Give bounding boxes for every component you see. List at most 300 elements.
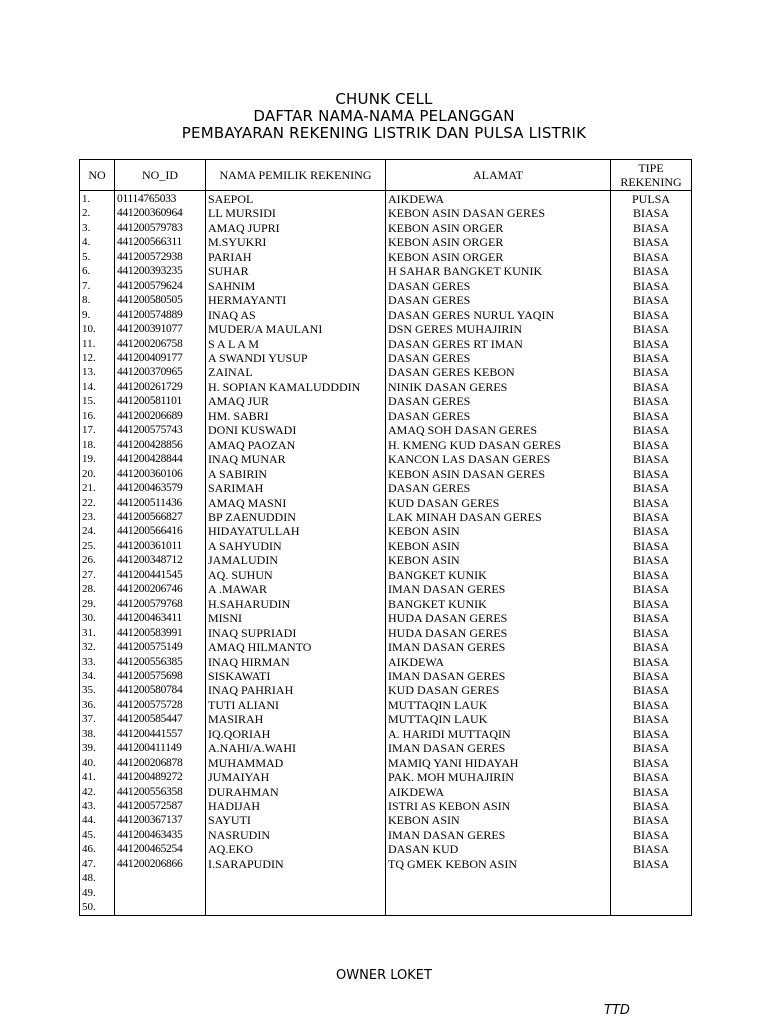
row-tipe: BIASA — [611, 727, 692, 741]
row-no: 9. — [80, 308, 115, 322]
table-row — [80, 394, 692, 408]
row-no: 48. — [80, 871, 115, 885]
row-nama: PARIAH — [206, 250, 386, 264]
row-tipe: BIASA — [611, 438, 692, 452]
row-nama: MUDER/A MAULANI — [206, 322, 386, 336]
owner-label: OWNER LOKET — [336, 968, 432, 983]
row-no: 7. — [80, 279, 115, 293]
row-id: 441200511436 — [115, 496, 206, 510]
row-no: 30. — [80, 611, 115, 625]
row-nama: INAQ MUNAR — [206, 452, 386, 466]
row-tipe: BIASA — [611, 640, 692, 654]
row-alamat: KEBON ASIN DASAN GERES — [386, 467, 611, 481]
row-id: 441200572587 — [115, 799, 206, 813]
document-title — [0, 91, 768, 142]
row-alamat: KANCON LAS DASAN GERES — [386, 452, 611, 466]
row-id — [115, 900, 206, 915]
row-id: 441200206746 — [115, 582, 206, 596]
row-id: 441200409177 — [115, 351, 206, 365]
row-alamat: H SAHAR BANGKET KUNIK — [386, 264, 611, 278]
row-nama: SUHAR — [206, 264, 386, 278]
row-alamat: DASAN GERES — [386, 351, 611, 365]
row-no: 35. — [80, 683, 115, 697]
row-nama: HADIJAH — [206, 799, 386, 813]
row-nama: SAYUTI — [206, 813, 386, 827]
row-id: 441200348712 — [115, 553, 206, 567]
row-no: 33. — [80, 655, 115, 669]
row-no: 24. — [80, 524, 115, 538]
table-row — [80, 409, 692, 423]
header-alamat: ALAMAT — [386, 160, 611, 191]
row-no: 50. — [80, 900, 115, 915]
row-nama: MASIRAH — [206, 712, 386, 726]
row-id: 441200575149 — [115, 640, 206, 654]
table-row — [80, 452, 692, 466]
table-row — [80, 871, 692, 885]
row-tipe: BIASA — [611, 799, 692, 813]
row-no: 38. — [80, 727, 115, 741]
row-nama: A SWANDI YUSUP — [206, 351, 386, 365]
row-no: 11. — [80, 337, 115, 351]
row-no: 15. — [80, 394, 115, 408]
row-id: 441200391077 — [115, 322, 206, 336]
row-id: 441200206878 — [115, 756, 206, 770]
table-row — [80, 206, 692, 220]
table-row — [80, 727, 692, 741]
row-id: 441200367137 — [115, 813, 206, 827]
row-no: 34. — [80, 669, 115, 683]
row-id: 441200580784 — [115, 683, 206, 697]
table-row — [80, 741, 692, 755]
table-row — [80, 626, 692, 640]
row-nama: AQ.EKO — [206, 842, 386, 856]
row-no: 22. — [80, 496, 115, 510]
row-no: 21. — [80, 481, 115, 495]
row-tipe: BIASA — [611, 655, 692, 669]
row-alamat: TQ GMEK KEBON ASIN — [386, 857, 611, 871]
row-no: 25. — [80, 539, 115, 553]
row-tipe: BIASA — [611, 582, 692, 596]
row-nama: H. SOPIAN KAMALUDDDIN — [206, 380, 386, 394]
row-tipe: BIASA — [611, 308, 692, 322]
row-nama: H.SAHARUDIN — [206, 597, 386, 611]
row-id: 441200579768 — [115, 597, 206, 611]
row-no: 12. — [80, 351, 115, 365]
row-tipe: BIASA — [611, 510, 692, 524]
row-tipe — [611, 871, 692, 885]
table-row — [80, 900, 692, 915]
row-alamat: AMAQ SOH DASAN GERES — [386, 423, 611, 437]
row-no: 31. — [80, 626, 115, 640]
row-no: 44. — [80, 813, 115, 827]
customer-table — [79, 159, 692, 916]
row-no: 20. — [80, 467, 115, 481]
row-tipe: BIASA — [611, 539, 692, 553]
row-no: 40. — [80, 756, 115, 770]
row-alamat: KEBON ASIN DASAN GERES — [386, 206, 611, 220]
title-line-2: DAFTAR NAMA-NAMA PELANGGAN — [253, 107, 515, 125]
row-alamat: LAK MINAH DASAN GERES — [386, 510, 611, 524]
row-alamat: IMAN DASAN GERES — [386, 741, 611, 755]
row-nama: AQ. SUHUN — [206, 568, 386, 582]
row-nama: AMAQ JUPRI — [206, 221, 386, 235]
row-alamat: DASAN GERES — [386, 394, 611, 408]
row-nama: A SAHYUDIN — [206, 539, 386, 553]
row-tipe: BIASA — [611, 250, 692, 264]
row-tipe: BIASA — [611, 293, 692, 307]
row-nama: TUTI ALIANI — [206, 698, 386, 712]
row-alamat: KEBON ASIN — [386, 524, 611, 538]
row-tipe: PULSA — [611, 191, 692, 207]
row-tipe: BIASA — [611, 828, 692, 842]
row-tipe: BIASA — [611, 337, 692, 351]
row-nama: BP ZAENUDDIN — [206, 510, 386, 524]
row-alamat: KEBON ASIN ORGER — [386, 250, 611, 264]
row-alamat: KUD DASAN GERES — [386, 683, 611, 697]
row-nama — [206, 886, 386, 900]
table-row — [80, 756, 692, 770]
header-tipe — [611, 160, 692, 191]
row-no: 17. — [80, 423, 115, 437]
row-alamat: HUDA DASAN GERES — [386, 611, 611, 625]
row-id: 441200580505 — [115, 293, 206, 307]
table-row — [80, 669, 692, 683]
row-no: 23. — [80, 510, 115, 524]
row-alamat: KEBON ASIN — [386, 813, 611, 827]
row-alamat: A. HARIDI MUTTAQIN — [386, 727, 611, 741]
row-id: 441200361011 — [115, 539, 206, 553]
row-id: 441200393235 — [115, 264, 206, 278]
row-alamat: DASAN GERES — [386, 481, 611, 495]
row-alamat: MAMIQ YANI HIDAYAH — [386, 756, 611, 770]
row-tipe: BIASA — [611, 322, 692, 336]
row-id: 441200441545 — [115, 568, 206, 582]
row-id: 441200566311 — [115, 235, 206, 249]
row-tipe: BIASA — [611, 553, 692, 567]
table-row — [80, 683, 692, 697]
row-nama: JUMAIYAH — [206, 770, 386, 784]
row-tipe: BIASA — [611, 221, 692, 235]
row-alamat: DASAN GERES NURUL YAQIN — [386, 308, 611, 322]
table-row — [80, 568, 692, 582]
row-tipe: BIASA — [611, 235, 692, 249]
table-row — [80, 842, 692, 856]
row-tipe: BIASA — [611, 452, 692, 466]
row-nama: A SABIRIN — [206, 467, 386, 481]
table-row — [80, 380, 692, 394]
row-nama: HERMAYANTI — [206, 293, 386, 307]
row-no: 37. — [80, 712, 115, 726]
row-alamat: NINIK DASAN GERES — [386, 380, 611, 394]
row-alamat: PAK. MOH MUHAJIRIN — [386, 770, 611, 784]
table-row — [80, 308, 692, 322]
row-tipe: BIASA — [611, 423, 692, 437]
row-id: 441200566827 — [115, 510, 206, 524]
row-alamat: KEBON ASIN — [386, 539, 611, 553]
row-alamat: DASAN GERES — [386, 293, 611, 307]
row-nama: SARIMAH — [206, 481, 386, 495]
table-row — [80, 438, 692, 452]
row-tipe: BIASA — [611, 481, 692, 495]
row-nama — [206, 900, 386, 915]
row-id: 441200489272 — [115, 770, 206, 784]
row-nama: AMAQ JUR — [206, 394, 386, 408]
row-no: 39. — [80, 741, 115, 755]
row-tipe: BIASA — [611, 524, 692, 538]
table-row — [80, 337, 692, 351]
row-no: 13. — [80, 365, 115, 379]
row-alamat: DASAN GERES — [386, 409, 611, 423]
table-row — [80, 351, 692, 365]
row-tipe: BIASA — [611, 409, 692, 423]
row-no: 8. — [80, 293, 115, 307]
row-nama: HM. SABRI — [206, 409, 386, 423]
table-row — [80, 250, 692, 264]
row-no: 4. — [80, 235, 115, 249]
row-tipe — [611, 900, 692, 915]
header-no: NO — [80, 160, 115, 191]
row-alamat: AIKDEWA — [386, 785, 611, 799]
row-id: 441200463411 — [115, 611, 206, 625]
row-id: 441200411149 — [115, 741, 206, 755]
row-tipe: BIASA — [611, 496, 692, 510]
table-row — [80, 785, 692, 799]
row-no: 49. — [80, 886, 115, 900]
row-tipe: BIASA — [611, 669, 692, 683]
row-no: 42. — [80, 785, 115, 799]
row-nama: MISNI — [206, 611, 386, 625]
table-row — [80, 293, 692, 307]
row-no: 18. — [80, 438, 115, 452]
row-alamat: DSN GERES MUHAJIRIN — [386, 322, 611, 336]
row-nama: SISKAWATI — [206, 669, 386, 683]
row-tipe: BIASA — [611, 365, 692, 379]
table-row — [80, 496, 692, 510]
row-alamat: KUD DASAN GERES — [386, 496, 611, 510]
row-id: 441200206866 — [115, 857, 206, 871]
row-no: 26. — [80, 553, 115, 567]
row-alamat: AIKDEWA — [386, 191, 611, 207]
row-no: 46. — [80, 842, 115, 856]
table-row — [80, 322, 692, 336]
table-row — [80, 597, 692, 611]
row-no: 1. — [80, 191, 115, 207]
row-nama: JAMALUDIN — [206, 553, 386, 567]
row-nama: AMAQ PAOZAN — [206, 438, 386, 452]
table-row — [80, 698, 692, 712]
row-id: 441200206689 — [115, 409, 206, 423]
row-no: 5. — [80, 250, 115, 264]
row-tipe: BIASA — [611, 712, 692, 726]
row-nama: DURAHMAN — [206, 785, 386, 799]
title-line-3: PEMBAYARAN REKENING LISTRIK DAN PULSA LISTRIK — [181, 124, 587, 142]
row-id: 01114765033 — [115, 191, 206, 207]
row-nama: SAHNIM — [206, 279, 386, 293]
table-row — [80, 221, 692, 235]
row-id: 441200360964 — [115, 206, 206, 220]
row-alamat: IMAN DASAN GERES — [386, 828, 611, 842]
table-row — [80, 886, 692, 900]
row-alamat: MUTTAQIN LAUK — [386, 698, 611, 712]
row-tipe: BIASA — [611, 756, 692, 770]
row-nama: A .MAWAR — [206, 582, 386, 596]
row-id — [115, 871, 206, 885]
row-alamat: BANGKET KUNIK — [386, 568, 611, 582]
row-alamat: KEBON ASIN — [386, 553, 611, 567]
row-nama: INAQ SUPRIADI — [206, 626, 386, 640]
header-no-id: NO_ID — [115, 160, 206, 191]
row-id: 441200428856 — [115, 438, 206, 452]
header-tipe-line-1: TIPE — [638, 161, 664, 175]
row-nama: ZAINAL — [206, 365, 386, 379]
table-row — [80, 582, 692, 596]
row-alamat: DASAN KUD — [386, 842, 611, 856]
row-id: 441200566416 — [115, 524, 206, 538]
table-row — [80, 235, 692, 249]
row-tipe: BIASA — [611, 785, 692, 799]
table-row — [80, 510, 692, 524]
row-alamat — [386, 886, 611, 900]
table-row — [80, 423, 692, 437]
row-id: 441200370965 — [115, 365, 206, 379]
row-nama: NASRUDIN — [206, 828, 386, 842]
row-id: 441200428844 — [115, 452, 206, 466]
row-no: 41. — [80, 770, 115, 784]
row-tipe: BIASA — [611, 206, 692, 220]
row-tipe: BIASA — [611, 857, 692, 871]
row-id: 441200360106 — [115, 467, 206, 481]
row-alamat: DASAN GERES — [386, 279, 611, 293]
row-no: 2. — [80, 206, 115, 220]
table-row — [80, 264, 692, 278]
table-header-row — [80, 160, 692, 191]
row-tipe: BIASA — [611, 770, 692, 784]
row-alamat: AIKDEWA — [386, 655, 611, 669]
table-row — [80, 279, 692, 293]
table-row — [80, 655, 692, 669]
row-alamat: HUDA DASAN GERES — [386, 626, 611, 640]
row-id: 441200579624 — [115, 279, 206, 293]
row-nama: I.SARAPUDIN — [206, 857, 386, 871]
row-tipe: BIASA — [611, 568, 692, 582]
row-id: 441200575698 — [115, 669, 206, 683]
table-row — [80, 640, 692, 654]
row-nama: DONI KUSWADI — [206, 423, 386, 437]
row-nama: INAQ HIRMAN — [206, 655, 386, 669]
row-alamat: BANGKET KUNIK — [386, 597, 611, 611]
row-tipe: BIASA — [611, 597, 692, 611]
table-row — [80, 857, 692, 871]
row-tipe: BIASA — [611, 813, 692, 827]
row-nama: LL MURSIDI — [206, 206, 386, 220]
row-alamat: H. KMENG KUD DASAN GERES — [386, 438, 611, 452]
signature-label: TTD — [604, 1003, 630, 1018]
row-alamat: IMAN DASAN GERES — [386, 640, 611, 654]
row-nama: M.SYUKRI — [206, 235, 386, 249]
row-tipe: BIASA — [611, 467, 692, 481]
row-alamat — [386, 900, 611, 915]
row-alamat: KEBON ASIN ORGER — [386, 221, 611, 235]
row-no: 47. — [80, 857, 115, 871]
row-no: 28. — [80, 582, 115, 596]
row-alamat: MUTTAQIN LAUK — [386, 712, 611, 726]
row-nama: INAQ PAHRIAH — [206, 683, 386, 697]
row-id: 441200585447 — [115, 712, 206, 726]
row-nama: MUHAMMAD — [206, 756, 386, 770]
row-tipe: BIASA — [611, 741, 692, 755]
row-no: 32. — [80, 640, 115, 654]
table-row — [80, 611, 692, 625]
row-tipe: BIASA — [611, 351, 692, 365]
row-no: 45. — [80, 828, 115, 842]
row-no: 43. — [80, 799, 115, 813]
row-id: 441200583991 — [115, 626, 206, 640]
table-row — [80, 553, 692, 567]
row-id: 441200575743 — [115, 423, 206, 437]
row-nama: S A L A M — [206, 337, 386, 351]
row-tipe: BIASA — [611, 683, 692, 697]
row-tipe: BIASA — [611, 698, 692, 712]
table-row — [80, 481, 692, 495]
row-id: 441200261729 — [115, 380, 206, 394]
table-row — [80, 813, 692, 827]
row-tipe: BIASA — [611, 394, 692, 408]
row-tipe: BIASA — [611, 611, 692, 625]
row-alamat: DASAN GERES RT IMAN — [386, 337, 611, 351]
row-tipe: BIASA — [611, 842, 692, 856]
table-row — [80, 712, 692, 726]
row-no: 14. — [80, 380, 115, 394]
row-id: 441200465254 — [115, 842, 206, 856]
row-id: 441200556385 — [115, 655, 206, 669]
row-nama: SAEPOL — [206, 191, 386, 207]
row-alamat: KEBON ASIN ORGER — [386, 235, 611, 249]
row-tipe — [611, 886, 692, 900]
row-id: 441200463579 — [115, 481, 206, 495]
row-nama: A.NAHI/A.WAHI — [206, 741, 386, 755]
table-row — [80, 828, 692, 842]
row-nama — [206, 871, 386, 885]
row-tipe: BIASA — [611, 380, 692, 394]
row-tipe: BIASA — [611, 626, 692, 640]
row-tipe: BIASA — [611, 264, 692, 278]
row-no: 10. — [80, 322, 115, 336]
table-row — [80, 799, 692, 813]
row-id: 441200556358 — [115, 785, 206, 799]
row-nama: INAQ AS — [206, 308, 386, 322]
header-tipe-line-2: REKENING — [620, 175, 682, 189]
table-row — [80, 524, 692, 538]
row-nama: HIDAYATULLAH — [206, 524, 386, 538]
row-no: 3. — [80, 221, 115, 235]
row-no: 16. — [80, 409, 115, 423]
row-id — [115, 886, 206, 900]
table-row — [80, 365, 692, 379]
row-no: 27. — [80, 568, 115, 582]
row-nama: AMAQ MASNI — [206, 496, 386, 510]
row-alamat — [386, 871, 611, 885]
row-id: 441200206758 — [115, 337, 206, 351]
row-id: 441200575728 — [115, 698, 206, 712]
title-line-1: CHUNK CELL — [335, 90, 433, 108]
row-id: 441200574889 — [115, 308, 206, 322]
row-no: 19. — [80, 452, 115, 466]
row-no: 29. — [80, 597, 115, 611]
row-id: 441200572938 — [115, 250, 206, 264]
row-no: 36. — [80, 698, 115, 712]
row-nama: IQ.QORIAH — [206, 727, 386, 741]
row-no: 6. — [80, 264, 115, 278]
